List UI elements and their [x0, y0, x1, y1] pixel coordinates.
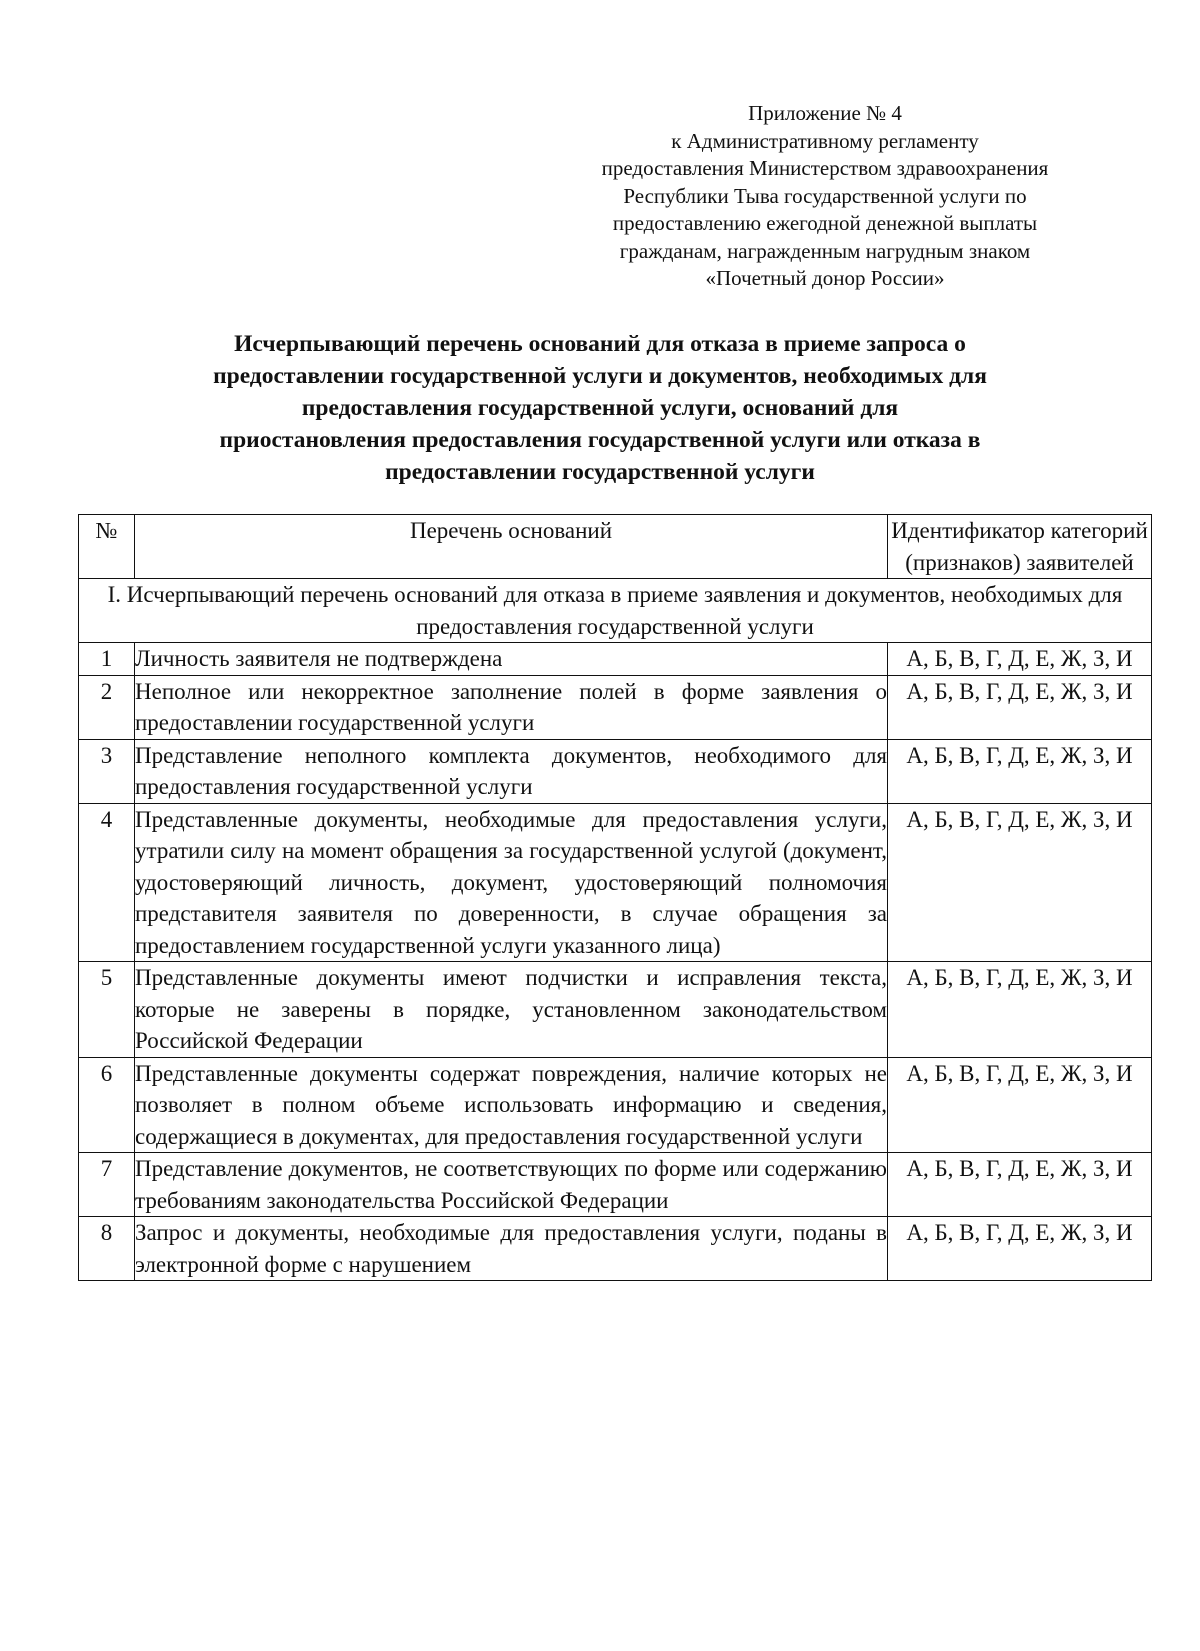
title-line: предоставлении государственной услуги: [385, 459, 815, 485]
row-ground: Представление неполного комплекта документов, необходимого для предоставления государственной услуги: [135, 739, 888, 803]
row-number: 3: [79, 739, 135, 803]
row-identifier: А, Б, В, Г, Д, Е, Ж, З, И: [888, 643, 1152, 676]
annex-line: гражданам, награжденным нагрудным знаком: [619, 238, 1031, 263]
row-ground: Представленные документы, необходимые для предоставления услуги, утратили силу на момент обращения за государственной услугой (документ, удостоверяющий личность, документ, удостоверяющий полномочия представителя заявителя по доверенности, в случае обращения за предоставлением государственной услуги указанного лица): [135, 803, 888, 962]
grounds-table: [78, 514, 1152, 1281]
row-number: 7: [79, 1153, 135, 1217]
header-identifier: [888, 515, 1152, 579]
table-row: [79, 643, 1152, 676]
annex-line: Республики Тыва государственной услуги по: [623, 183, 1027, 208]
title-line: предоставлении государственной услуги и документов, необходимых для: [213, 363, 987, 389]
row-number: 4: [79, 803, 135, 962]
annex-line: к Административному регламенту: [671, 128, 979, 153]
table-row: [79, 1057, 1152, 1153]
table-row: [79, 739, 1152, 803]
annex-line: «Почетный донор России»: [705, 266, 945, 290]
annex-line: Приложение № 4: [748, 101, 902, 125]
annex-line: предоставлению ежегодной денежной выплаты: [612, 211, 1038, 235]
row-ground: Личность заявителя не подтверждена: [135, 643, 888, 676]
row-identifier: А, Б, В, Г, Д, Е, Ж, З, И: [888, 1217, 1152, 1281]
table-row: [79, 675, 1152, 739]
row-number: 8: [79, 1217, 135, 1281]
document-title: [120, 328, 1080, 488]
annex-line: предоставления Министерством здравоохранения: [601, 156, 1049, 180]
header-grounds: Перечень оснований: [135, 515, 888, 579]
annex-header: [560, 100, 1090, 293]
row-number: 1: [79, 643, 135, 676]
title-line: Исчерпывающий перечень оснований для отказа в приеме запроса о: [234, 331, 966, 357]
row-ground: Запрос и документы, необходимые для предоставления услуги, поданы в электронной форме с нарушением: [135, 1217, 888, 1281]
row-identifier: А, Б, В, Г, Д, Е, Ж, З, И: [888, 803, 1152, 962]
table-row: [79, 962, 1152, 1058]
row-identifier: А, Б, В, Г, Д, Е, Ж, З, И: [888, 1057, 1152, 1153]
row-number: 5: [79, 962, 135, 1058]
table-row: [79, 803, 1152, 962]
row-ground: Представленные документы содержат повреждения, наличие которых не позволяет в полном объеме использовать информацию и сведения, содержащиеся в документах, для предоставления государственной услуги: [135, 1057, 888, 1153]
row-identifier: А, Б, В, Г, Д, Е, Ж, З, И: [888, 675, 1152, 739]
row-identifier: А, Б, В, Г, Д, Е, Ж, З, И: [888, 739, 1152, 803]
row-ground: Неполное или некорректное заполнение полей в форме заявления о предоставлении государственной услуги: [135, 675, 888, 739]
header-number: №: [79, 515, 135, 579]
row-ground: Представление документов, не соответствующих по форме или содержанию требованиям законодательства Российской Федерации: [135, 1153, 888, 1217]
row-ground: Представленные документы имеют подчистки и исправления текста, которые не заверены в порядке, установленном законодательством Российской Федерации: [135, 962, 888, 1058]
header-identifier-text: Идентификатор категорий (признаков) заявителей: [891, 518, 1148, 575]
table-row: [79, 1217, 1152, 1281]
table-header-row: [79, 515, 1152, 579]
row-identifier: А, Б, В, Г, Д, Е, Ж, З, И: [888, 1153, 1152, 1217]
title-line: предоставления государственной услуги, оснований для: [301, 395, 899, 421]
row-number: 2: [79, 675, 135, 739]
section-row: [79, 579, 1152, 643]
row-number: 6: [79, 1057, 135, 1153]
table-row: [79, 1153, 1152, 1217]
row-identifier: А, Б, В, Г, Д, Е, Ж, З, И: [888, 962, 1152, 1058]
section-heading: I. Исчерпывающий перечень оснований для отказа в приеме заявления и документов, необходимых для предоставления государственной услуги: [79, 579, 1152, 643]
title-line: приостановления предоставления государственной услуги или отказа в: [219, 427, 981, 453]
